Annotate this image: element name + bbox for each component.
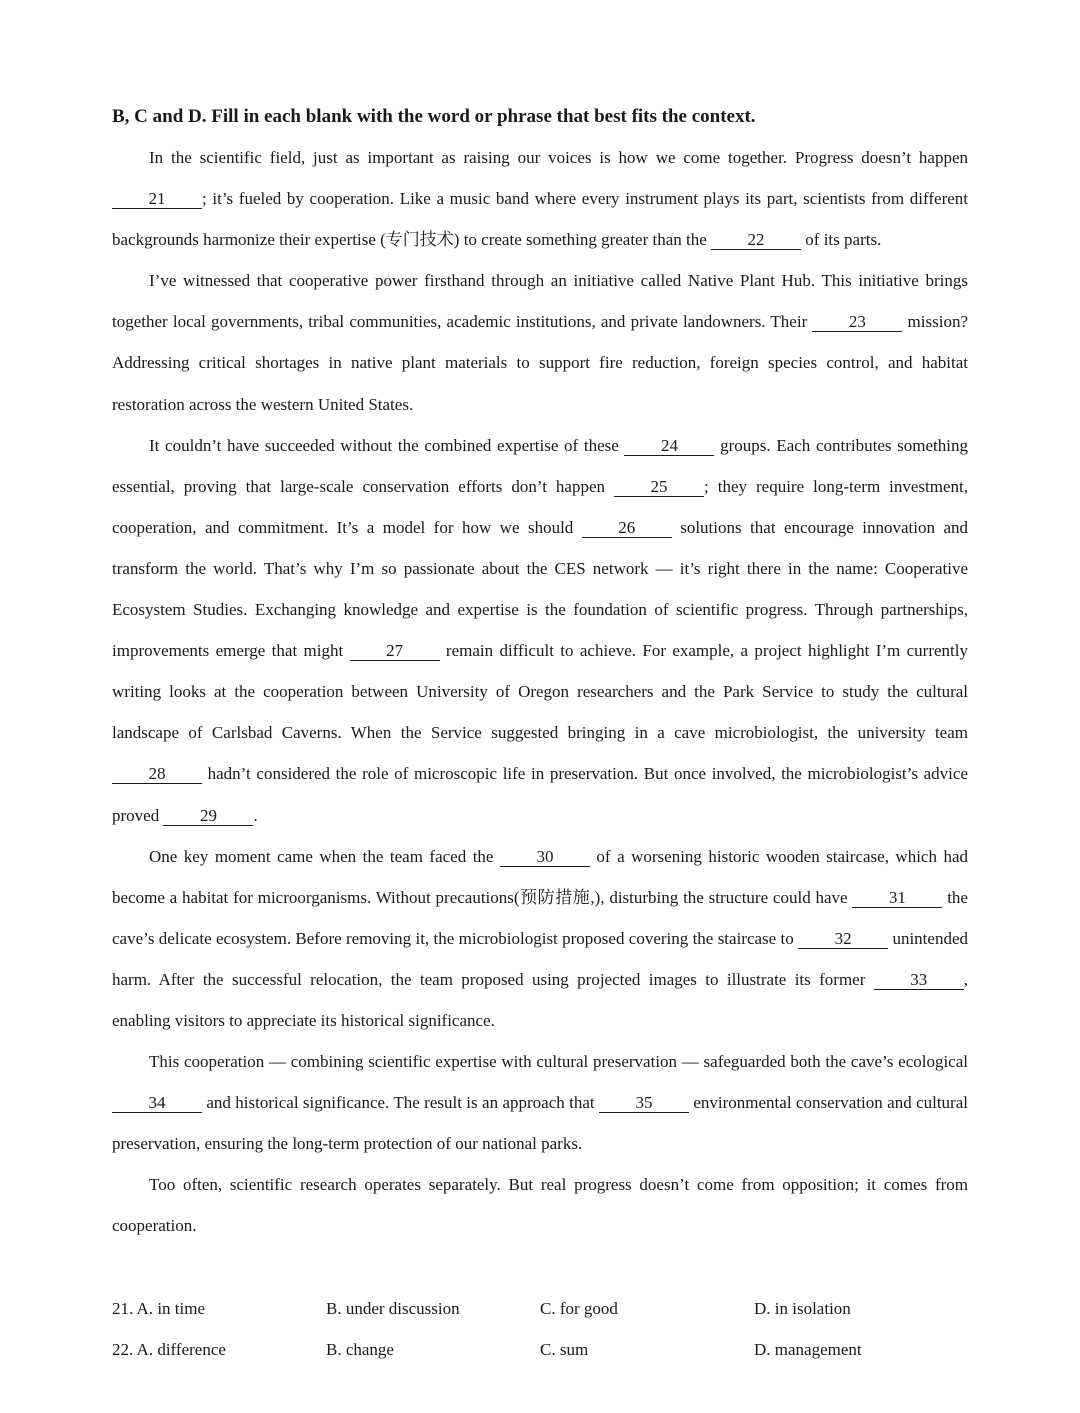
option-choice[interactable]: B. under discussion xyxy=(326,1298,460,1318)
answer-blank[interactable]: 32 xyxy=(798,930,888,949)
option-choice[interactable]: D. in isolation xyxy=(754,1298,851,1318)
paragraph-text: ; it’s fueled by cooperation. Like a music band where every instrument plays its part, scientists from different backgrounds harmonize their expertise (专门技术) to create something greater than the xyxy=(112,189,968,250)
answer-blank[interactable]: 25 xyxy=(614,478,704,497)
paragraph-text: the cave’s delicate ecosystem. Before removing it, the microbiologist proposed covering the staircase to xyxy=(112,887,968,948)
option-row xyxy=(112,1329,968,1370)
paragraph-text: This cooperation — combining scientific expertise with cultural preservation — safeguarded both the cave’s ecological xyxy=(149,1052,968,1072)
answer-options xyxy=(112,1288,968,1370)
paragraph-text: mission? Addressing critical shortages in native plant materials to support fire reduction, foreign species control, and habitat restoration across the western United States. xyxy=(112,312,968,414)
answer-blank[interactable]: 22 xyxy=(711,231,801,250)
paragraph xyxy=(112,1041,968,1164)
paragraph-text: Too often, scientific research operates separately. But real progress doesn’t come from opposition; it comes from cooperation. xyxy=(112,1175,968,1236)
answer-blank[interactable]: 27 xyxy=(350,642,440,661)
answer-blank[interactable]: 29 xyxy=(163,807,253,826)
paragraph-text: environmental conservation and cultural preservation, ensuring the long-term protection of our national parks. xyxy=(112,1093,968,1154)
option-choice[interactable]: B. change xyxy=(326,1339,394,1359)
paragraph-text: I’ve witnessed that cooperative power firsthand through an initiative called Native Plant Hub. This initiative brings together local governments, tribal communities, academic institutions, and private landowners. Their xyxy=(112,271,968,332)
option-row xyxy=(112,1288,968,1329)
answer-blank[interactable]: 34 xyxy=(112,1094,202,1113)
answer-blank[interactable]: 26 xyxy=(582,519,672,538)
section-heading: B, C and D. Fill in each blank with the word or phrase that best fits the context. xyxy=(112,106,756,127)
paragraph xyxy=(112,1164,968,1246)
paragraph-text: , enabling visitors to appreciate its historical significance. xyxy=(112,969,968,1030)
answer-blank[interactable]: 31 xyxy=(852,889,942,908)
answer-blank[interactable]: 35 xyxy=(599,1094,689,1113)
paragraph-text: One key moment came when the team faced the xyxy=(149,846,500,866)
paragraph-text: . xyxy=(253,805,258,825)
paragraph-text: remain difficult to achieve. For example, a project highlight I’m currently writing looks at the cooperation between University of Oregon researchers and the Park Service to study the cultural landscape of Carlsbad Caverns. When the Service suggested bringing in a cave microbiologist, the university team xyxy=(112,641,968,743)
paragraph xyxy=(112,260,968,424)
paragraph-text: In the scientific field, just as important as raising our voices is how we come together. Progress doesn’t happen xyxy=(149,148,968,167)
paragraph-text: hadn’t considered the role of microscopic life in preservation. But once involved, the microbiologist’s advice proved xyxy=(112,764,968,825)
answer-blank[interactable]: 30 xyxy=(500,848,590,867)
paragraph-text: of a worsening historic wooden staircase, which had become a habitat for microorganisms. Without precautions(预防措施,), disturbing the structure could have xyxy=(112,846,968,907)
paragraph-text: solutions that encourage innovation and transform the world. That’s why I’m so passionate about the CES network — it’s right there in the name: Cooperative Ecosystem Studies. Exchanging knowledge and expertise is the foundation of scientific progress. Through partnerships, improvements emerge that might xyxy=(112,517,968,661)
option-choice[interactable]: C. for good xyxy=(540,1298,618,1318)
answer-blank[interactable]: 28 xyxy=(112,765,202,784)
answer-blank[interactable]: 23 xyxy=(812,313,902,332)
option-choice[interactable]: 22. A. difference xyxy=(112,1339,226,1359)
paragraph-text: unintended harm. After the successful relocation, the team proposed using projected images to illustrate its former xyxy=(112,928,968,989)
answer-blank[interactable]: 21 xyxy=(112,190,202,209)
paragraph xyxy=(112,836,968,1041)
option-choice[interactable]: C. sum xyxy=(540,1339,589,1359)
paragraph xyxy=(112,425,968,836)
paragraph xyxy=(112,137,968,260)
option-choice[interactable]: 21. A. in time xyxy=(112,1298,206,1318)
option-choice[interactable]: D. management xyxy=(754,1339,862,1359)
paragraph-text: and historical significance. The result is an approach that xyxy=(202,1093,599,1113)
paragraph-text: ; they require long-term investment, cooperation, and commitment. It’s a model for how we should xyxy=(112,476,969,537)
answer-blank[interactable]: 33 xyxy=(874,971,964,990)
paragraph-text: of its parts. xyxy=(801,230,882,250)
paragraph-text: groups. Each contributes something essential, proving that large-scale conservation efforts don’t happen xyxy=(112,435,968,496)
cloze-passage xyxy=(112,137,968,1247)
paragraph-text: It couldn’t have succeeded without the combined expertise of these xyxy=(149,435,625,455)
answer-blank[interactable]: 24 xyxy=(624,437,714,456)
